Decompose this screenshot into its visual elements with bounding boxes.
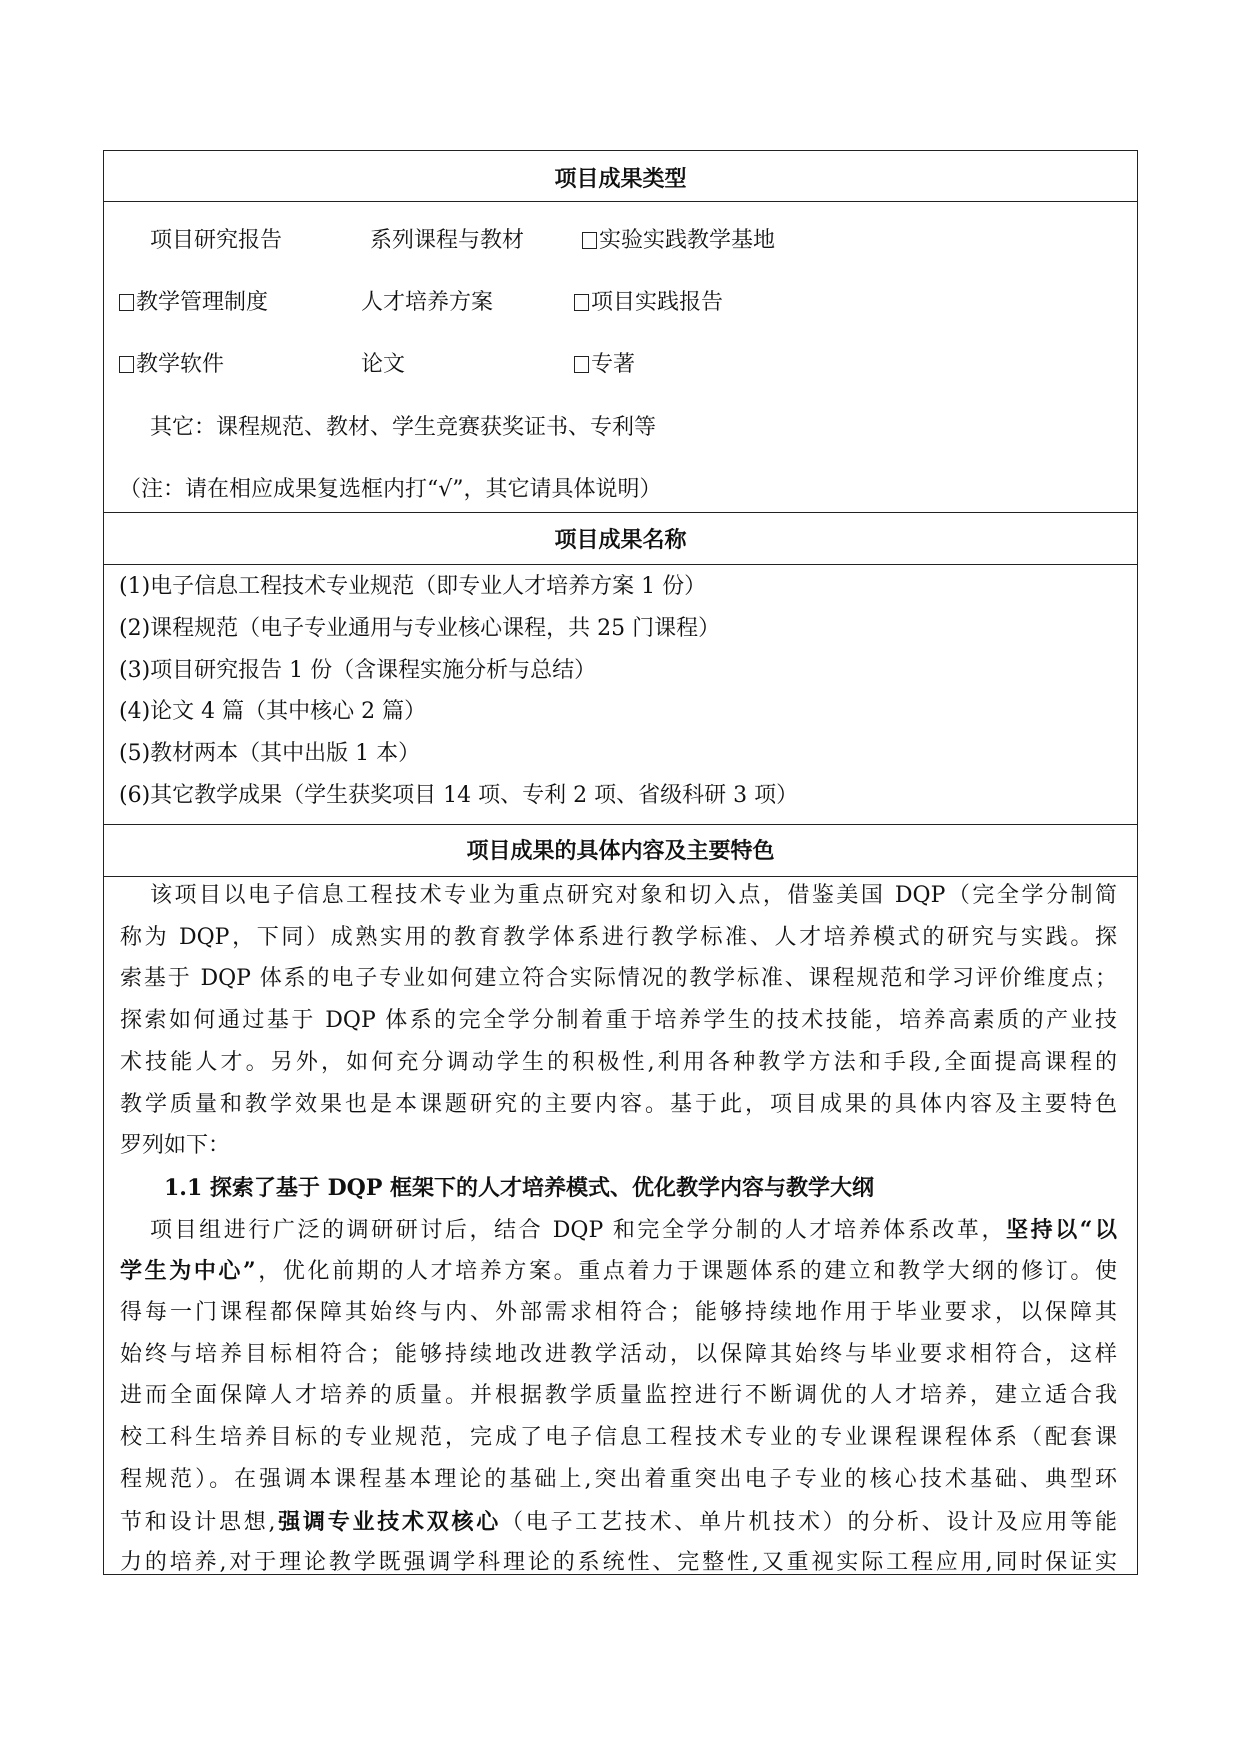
emphasis-text: 学生为中心”	[120, 1258, 256, 1285]
achievement-type-option[interactable]	[150, 227, 282, 255]
paragraph-line	[120, 1007, 1117, 1035]
paragraph-line	[120, 1424, 1117, 1452]
paragraph-line	[120, 1508, 1117, 1537]
list-item: (1)电子信息工程技术专业规范（即专业人才培养方案 1 份）	[119, 574, 707, 599]
emphasis-text: 强调专业技术双核心	[275, 1508, 501, 1535]
divider	[104, 201, 1137, 202]
checkbox-icon[interactable]	[119, 356, 134, 373]
achievement-type-option[interactable]	[119, 351, 224, 379]
text-segment: 教学质量和教学效果也是本课题研究的主要内容。基于此，项目成果的具体内容及主要特色	[120, 1091, 1117, 1117]
text-segment: 进而全面保障人才培养的质量。并根据教学质量监控进行不断调优的人才培养，建立适合我	[120, 1383, 1117, 1409]
option-label: 教学管理制度	[136, 290, 269, 315]
section-title-achievement-type: 项目成果类型	[554, 166, 687, 192]
text-segment: 节和设计思想,	[120, 1509, 276, 1535]
checkbox-note: （注：请在相应成果复选框内打“√”，其它请具体说明）	[119, 477, 662, 502]
achievement-type-option[interactable]	[361, 289, 493, 317]
option-label: 人才培养方案	[361, 290, 494, 315]
option-label: 项目研究报告	[150, 228, 283, 253]
list-item: (2)课程规范（电子专业通用与专业核心课程，共 25 门课程）	[119, 615, 721, 641]
achievement-type-option[interactable]	[370, 227, 524, 255]
text-segment: 始终与培养目标相符合；能够持续地改进教学活动，以保障其始终与毕业要求相符合，这样	[120, 1341, 1117, 1367]
option-label: 实验实践教学基地	[599, 228, 776, 253]
achievement-type-option[interactable]	[574, 289, 723, 317]
paragraph-line	[120, 1382, 1117, 1410]
paragraph-line	[150, 1216, 1117, 1245]
text-segment: 校工科生培养目标的专业规范，完成了电子信息工程技术专业的专业课程课程体系（配套课	[120, 1425, 1117, 1451]
text-segment: 得每一门课程都保障其始终与内、外部需求相符合；能够持续地作用于毕业要求，以保障其	[120, 1300, 1117, 1325]
option-label: 教学软件	[136, 352, 225, 377]
text-segment: ，优化前期的人才培养方案。重点着力于课题体系的建立和教学大纲的修订。使	[255, 1259, 1117, 1285]
option-label: 专著	[591, 352, 636, 377]
text-segment: 程规范）。在强调本课程基本理论的基础上,突出着重突出电子专业的核心技术基础、典型环	[120, 1466, 1117, 1492]
paragraph-line	[120, 924, 1117, 952]
text-segment: 索基于 DQP 体系的电子专业如何建立符合实际情况的教学标准、课程规范和学习评价维度点；	[120, 966, 1117, 992]
text-segment: （电子工艺技术、单片机技术）的分析、设计及应用等能	[501, 1509, 1117, 1535]
paragraph-line	[120, 965, 1117, 993]
subsection-heading	[164, 1174, 874, 1203]
text-segment: 术技能人才。另外，如何充分调动学生的积极性,利用各种教学方法和手段,全面提高课程的	[120, 1049, 1117, 1075]
achievement-type-option[interactable]	[361, 351, 405, 379]
paragraph-line	[120, 1466, 1117, 1494]
text-segment: 称为 DQP，下同）成熟实用的教育教学体系进行教学标准、人才培养模式的研究与实践。探	[120, 924, 1117, 950]
emphasis-text: 坚持以“以	[1006, 1216, 1118, 1243]
list-item: (3)项目研究报告 1 份（含课程实施分析与总结）	[119, 657, 597, 683]
divider	[104, 824, 1137, 825]
checkbox-icon[interactable]	[574, 294, 589, 311]
list-item: (4)论文 4 篇（其中核心 2 篇）	[119, 699, 427, 725]
option-label: 论文	[361, 352, 406, 377]
list-item: (5)教材两本（其中出版 1 本）	[119, 741, 421, 767]
option-label: 系列课程与教材	[370, 228, 525, 253]
section-title-content-features: 项目成果的具体内容及主要特色	[466, 838, 775, 864]
text-segment: 项目组进行广泛的调研研讨后，结合 DQP 和完全学分制的人才培养体系改革，	[150, 1217, 1007, 1243]
emphasis-text: 1.1 探索了基于 DQP 框架下的人才培养模式、优化教学内容与教学大纲	[164, 1174, 875, 1201]
other-achievements: 其它：课程规范、教材、学生竞赛获奖证书、专利等	[150, 415, 657, 440]
checkbox-icon[interactable]	[119, 294, 134, 311]
option-label: 项目实践报告	[591, 290, 724, 315]
divider	[104, 564, 1137, 565]
checkbox-icon[interactable]	[574, 356, 589, 373]
achievement-type-option[interactable]	[582, 227, 775, 255]
paragraph-line	[120, 1091, 1117, 1119]
text-segment: 罗列如下：	[120, 1133, 231, 1159]
section-title-achievement-names: 项目成果名称	[554, 527, 687, 553]
achievement-table	[103, 150, 1138, 1575]
achievement-type-option[interactable]	[119, 289, 268, 317]
list-item: (6)其它教学成果（学生获奖项目 14 项、专利 2 项、省级科研 3 项）	[119, 783, 799, 808]
text-segment: 探索如何通过基于 DQP 体系的完全学分制着重于培养学生的技术技能，培养高素质的产业技	[120, 1008, 1117, 1034]
paragraph-line	[120, 1299, 1117, 1327]
divider	[104, 512, 1137, 513]
achievement-type-option[interactable]	[574, 351, 635, 379]
paragraph-line	[120, 1341, 1117, 1369]
paragraph-line	[120, 1049, 1117, 1077]
paragraph-line	[120, 1549, 1117, 1577]
paragraph-line	[120, 1132, 1117, 1160]
paragraph-line	[120, 1257, 1117, 1286]
paragraph-line	[150, 882, 1117, 910]
checkbox-icon[interactable]	[582, 232, 597, 249]
text-segment: 该项目以电子信息工程技术专业为重点研究对象和切入点，借鉴美国 DQP（完全学分制简	[150, 883, 1117, 908]
divider	[104, 876, 1137, 877]
text-segment: 力的培养,对于理论教学既强调学科理论的系统性、完整性,又重视实际工程应用,同时保证实	[120, 1550, 1117, 1576]
